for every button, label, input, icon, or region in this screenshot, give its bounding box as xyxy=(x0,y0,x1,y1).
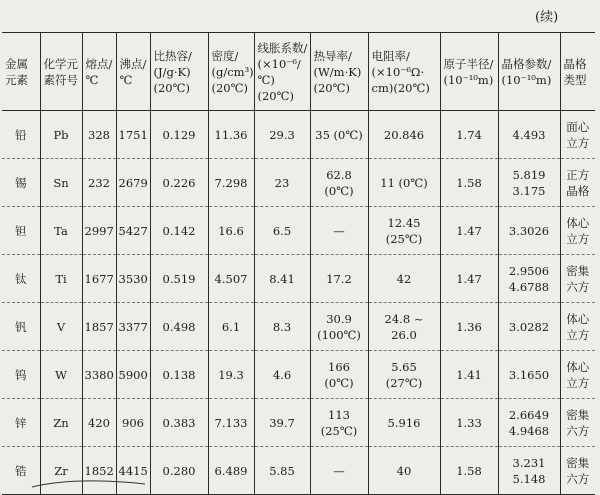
table-cell xyxy=(40,207,82,255)
table-row xyxy=(2,111,595,159)
cell-line: 5.65 xyxy=(391,359,417,374)
table-cell xyxy=(2,351,40,399)
table-cell xyxy=(208,303,254,351)
table-cell xyxy=(498,447,560,495)
cell-line: 六方 xyxy=(566,471,590,486)
cell-line: 3.231 xyxy=(512,455,546,470)
table-cell xyxy=(2,159,40,207)
table-cell xyxy=(208,447,254,495)
cell-line: 六方 xyxy=(566,423,590,438)
table-cell xyxy=(40,111,82,159)
cell-line: Zr xyxy=(54,463,68,478)
table-cell xyxy=(208,111,254,159)
cell-line: 113 xyxy=(328,407,350,422)
cell-line: 0.383 xyxy=(162,415,196,430)
cell-line: 4415 xyxy=(118,463,148,478)
cell-line: Ti xyxy=(55,271,67,286)
table-cell xyxy=(498,303,560,351)
cell-line: 5427 xyxy=(118,223,148,238)
cell-line: 3.1650 xyxy=(508,367,550,382)
table-cell xyxy=(310,159,368,207)
continued-label: (续) xyxy=(535,10,559,25)
table-cell xyxy=(2,303,40,351)
cell-line: 面心 xyxy=(566,119,590,134)
cell-line: 5.148 xyxy=(512,471,546,486)
cell-line: 4.493 xyxy=(512,127,546,142)
cell-line: 0.129 xyxy=(162,127,196,142)
table-cell xyxy=(208,351,254,399)
table-cell xyxy=(82,159,116,207)
table-cell xyxy=(208,159,254,207)
table-cell xyxy=(310,351,368,399)
table-cell xyxy=(116,159,150,207)
cell-line: (W/m·K) xyxy=(313,64,362,79)
cell-line: 铅 xyxy=(15,127,27,142)
cell-line: 5.85 xyxy=(269,463,295,478)
cell-line: 沸点/ xyxy=(119,56,147,71)
table-cell xyxy=(150,111,208,159)
cell-line: 1.33 xyxy=(456,415,482,430)
table-row xyxy=(2,399,595,447)
cell-line: 锌 xyxy=(15,415,27,430)
table-cell xyxy=(560,303,595,351)
cell-line: 密集 xyxy=(566,407,590,422)
table-cell xyxy=(498,255,560,303)
cell-line: 8.41 xyxy=(269,271,295,286)
table-row xyxy=(2,255,595,303)
cell-line: Sn xyxy=(53,175,69,190)
cell-line: 3530 xyxy=(118,271,148,286)
table-cell xyxy=(440,255,498,303)
cell-line: 线胀系数/ xyxy=(257,40,308,55)
cell-line: 素符号 xyxy=(43,72,78,87)
cell-line: 24.8 ~ 26.0 xyxy=(384,311,424,342)
table-cell xyxy=(368,159,440,207)
table-cell xyxy=(116,303,150,351)
cell-line: 热导率/ xyxy=(313,48,352,63)
table-cell xyxy=(150,159,208,207)
cell-line: 1751 xyxy=(118,127,148,142)
table-cell xyxy=(310,111,368,159)
cell-line: 熔点/ xyxy=(85,56,113,71)
cell-line: 1.41 xyxy=(456,367,482,382)
cell-line: 0.519 xyxy=(162,271,196,286)
cell-line: 2.9506 xyxy=(508,263,550,278)
table-cell xyxy=(560,447,595,495)
table-cell xyxy=(254,447,310,495)
table-row xyxy=(2,351,595,399)
cell-line: (25℃) xyxy=(385,231,423,246)
cell-line: 密度/ xyxy=(211,48,239,63)
table-cell xyxy=(368,207,440,255)
table-cell xyxy=(498,111,560,159)
cell-line: ℃ xyxy=(119,72,133,87)
table-cell xyxy=(440,399,498,447)
cell-line: 晶格 xyxy=(563,56,587,71)
cell-line: ℃ xyxy=(85,72,99,87)
table-cell xyxy=(82,207,116,255)
cell-line: 元素 xyxy=(5,72,28,87)
cell-line: 电阻率/ xyxy=(371,48,410,63)
cell-line: 7.133 xyxy=(214,415,248,430)
cell-line: 5.916 xyxy=(387,415,421,430)
table-cell xyxy=(82,303,116,351)
cell-line: 6.1 xyxy=(221,319,241,334)
metal-properties-table xyxy=(2,32,595,495)
cell-line: 6.489 xyxy=(214,463,248,478)
table-cell xyxy=(2,399,40,447)
table-cell xyxy=(440,207,498,255)
table-cell xyxy=(150,351,208,399)
table-cell xyxy=(440,159,498,207)
cell-line: 钨 xyxy=(15,367,27,382)
table-cell xyxy=(254,399,310,447)
table-cell xyxy=(208,207,254,255)
table-cell xyxy=(498,207,560,255)
table-cell xyxy=(150,399,208,447)
cell-line: 化学元 xyxy=(43,56,78,71)
column-header xyxy=(560,33,595,111)
cell-line: 62.8 xyxy=(326,167,352,182)
cell-line: 29.3 xyxy=(269,127,295,142)
table-cell xyxy=(440,303,498,351)
column-header xyxy=(82,33,116,111)
cell-line: 比热容/ xyxy=(153,48,192,63)
table-cell xyxy=(368,303,440,351)
cell-line: 密集 xyxy=(566,455,590,470)
column-header xyxy=(368,33,440,111)
cell-line: 4.6 xyxy=(272,367,292,382)
cell-line: 4.9468 xyxy=(508,423,550,438)
cell-line: 立方 xyxy=(566,327,590,342)
cell-line: 20.846 xyxy=(383,127,425,142)
table-cell xyxy=(368,399,440,447)
cell-line: 0.226 xyxy=(162,175,196,190)
cell-line: 体心 xyxy=(566,311,590,326)
cell-line: (×10⁻⁶Ω· xyxy=(371,64,425,79)
cell-line: 类型 xyxy=(563,72,587,87)
cell-line: 30.9 xyxy=(326,311,352,326)
table-cell xyxy=(560,159,595,207)
table-row xyxy=(2,207,595,255)
table-cell xyxy=(254,207,310,255)
cell-line: 3.0282 xyxy=(508,319,550,334)
cell-line: 42 xyxy=(396,271,412,286)
cell-line: 立方 xyxy=(566,135,590,150)
cell-line: 原子半径/ xyxy=(443,56,494,71)
cell-line: 正方 xyxy=(566,167,590,182)
column-header xyxy=(498,33,560,111)
cell-line: 166 (0℃) xyxy=(324,359,354,390)
table-cell xyxy=(82,399,116,447)
cell-line: 0.280 xyxy=(162,463,196,478)
table-cell xyxy=(116,255,150,303)
cell-line: 六方 xyxy=(566,279,590,294)
cell-line: 5.819 xyxy=(512,167,546,182)
cell-line: (10⁻¹⁰m) xyxy=(501,72,552,87)
table-cell xyxy=(440,447,498,495)
cell-line: (20℃) xyxy=(313,80,350,95)
cell-line: 4.507 xyxy=(214,271,248,286)
cell-line: 19.3 xyxy=(218,367,244,382)
cell-line: 39.7 xyxy=(269,415,295,430)
cell-line: (25℃) xyxy=(320,423,358,438)
cell-line: Zn xyxy=(53,415,69,430)
table-cell xyxy=(40,351,82,399)
cell-line: 8.3 xyxy=(272,319,292,334)
table-row xyxy=(2,159,595,207)
cell-line: 0.138 xyxy=(162,367,196,382)
table-cell xyxy=(150,255,208,303)
cell-line: 3.175 xyxy=(512,183,546,198)
cell-line: (100℃) xyxy=(317,327,361,342)
table-cell xyxy=(2,207,40,255)
cell-line: 2679 xyxy=(118,175,148,190)
column-header xyxy=(2,33,40,111)
table-cell xyxy=(498,351,560,399)
table-cell xyxy=(116,399,150,447)
cell-line: — xyxy=(333,463,345,478)
cell-line: 密集 xyxy=(566,263,590,278)
table-cell xyxy=(40,255,82,303)
cell-line: cm)(20℃) xyxy=(371,80,430,95)
cell-line: 1.36 xyxy=(456,319,482,334)
column-header xyxy=(440,33,498,111)
cell-line: (20℃) xyxy=(211,80,248,95)
cell-line: 锆 xyxy=(15,463,27,478)
cell-line: 906 xyxy=(122,415,144,430)
table-cell xyxy=(2,255,40,303)
cell-line: 40 xyxy=(396,463,412,478)
column-header xyxy=(208,33,254,111)
cell-line: (20℃) xyxy=(153,80,190,95)
table-cell xyxy=(40,159,82,207)
cell-line: 晶格 xyxy=(566,183,590,198)
table-cell xyxy=(498,399,560,447)
cell-line: 1857 xyxy=(84,319,114,334)
table-cell xyxy=(150,447,208,495)
cell-line: 锡 xyxy=(15,175,27,190)
table-cell xyxy=(40,303,82,351)
table-cell xyxy=(368,255,440,303)
table-cell xyxy=(310,447,368,495)
cell-line: 11 (0℃) xyxy=(380,175,428,190)
cell-line: — xyxy=(333,223,345,238)
table-cell xyxy=(368,447,440,495)
table-cell xyxy=(82,255,116,303)
table-cell xyxy=(560,255,595,303)
cell-line: 17.2 xyxy=(326,271,352,286)
cell-line: Pb xyxy=(53,127,69,142)
table-cell xyxy=(498,159,560,207)
column-header xyxy=(254,33,310,111)
column-header xyxy=(40,33,82,111)
table-cell xyxy=(368,111,440,159)
table-cell xyxy=(310,255,368,303)
header-row xyxy=(2,33,595,111)
cell-line: 35 (0℃) xyxy=(315,127,363,142)
cell-line: 4.6788 xyxy=(508,279,550,294)
cell-line: 体心 xyxy=(566,359,590,374)
cell-line: 2.6649 xyxy=(508,407,550,422)
table-cell xyxy=(82,111,116,159)
pen-mark xyxy=(30,478,150,491)
table-cell xyxy=(254,351,310,399)
cell-line: 328 xyxy=(88,127,110,142)
table-cell xyxy=(560,111,595,159)
table-cell xyxy=(440,351,498,399)
table-cell xyxy=(116,207,150,255)
cell-line: 金属 xyxy=(5,56,28,71)
cell-line: 1.47 xyxy=(456,271,482,286)
table-cell xyxy=(150,303,208,351)
cell-line: 6.5 xyxy=(272,223,292,238)
table-cell xyxy=(560,351,595,399)
cell-line: 7.298 xyxy=(214,175,248,190)
table-cell xyxy=(440,111,498,159)
cell-line: 0.142 xyxy=(162,223,196,238)
cell-line: (27℃) xyxy=(385,375,423,390)
cell-line: 立方 xyxy=(566,375,590,390)
cell-line: 钛 xyxy=(15,271,27,286)
table-cell xyxy=(82,351,116,399)
cell-line: 1.58 xyxy=(456,463,482,478)
cell-line: 0.498 xyxy=(162,319,196,334)
cell-line: 体心 xyxy=(566,215,590,230)
cell-line: 5900 xyxy=(118,367,148,382)
cell-line: 1.74 xyxy=(456,127,482,142)
column-header xyxy=(150,33,208,111)
cell-line: (J/g·K) xyxy=(153,64,191,79)
table-cell xyxy=(150,207,208,255)
cell-line: ℃)(20℃) xyxy=(257,72,294,103)
table-cell xyxy=(208,255,254,303)
table-cell xyxy=(254,303,310,351)
cell-line: 钽 xyxy=(15,223,27,238)
table-cell xyxy=(254,111,310,159)
cell-line: 3380 xyxy=(84,367,114,382)
table-row xyxy=(2,303,595,351)
table-cell xyxy=(368,351,440,399)
table-cell xyxy=(560,399,595,447)
cell-line: Ta xyxy=(54,223,68,238)
cell-line: 232 xyxy=(88,175,110,190)
table-cell xyxy=(116,351,150,399)
table-cell xyxy=(208,399,254,447)
cell-line: 钒 xyxy=(15,319,27,334)
table-cell xyxy=(310,399,368,447)
cell-line: 11.36 xyxy=(214,127,248,142)
cell-line: 1852 xyxy=(84,463,114,478)
cell-line: (10⁻¹⁰m) xyxy=(443,72,494,87)
cell-line: W xyxy=(55,367,67,382)
cell-line: 3377 xyxy=(118,319,148,334)
cell-line: V xyxy=(56,319,66,334)
column-header xyxy=(116,33,150,111)
table-cell xyxy=(2,111,40,159)
cell-line: (0℃) xyxy=(324,183,354,198)
cell-line: 12.45 xyxy=(387,215,421,230)
cell-line: 1677 xyxy=(84,271,114,286)
table-cell xyxy=(116,111,150,159)
table-cell xyxy=(310,207,368,255)
table-cell xyxy=(560,207,595,255)
cell-line: 420 xyxy=(88,415,110,430)
table-cell xyxy=(254,159,310,207)
cell-line: 3.3026 xyxy=(508,223,550,238)
cell-line: 2997 xyxy=(84,223,114,238)
cell-line: 晶格参数/ xyxy=(501,56,552,71)
cell-line: 1.58 xyxy=(456,175,482,190)
cell-line: (×10⁻⁶/ xyxy=(257,56,301,71)
column-header xyxy=(310,33,368,111)
cell-line: 1.47 xyxy=(456,223,482,238)
table-cell xyxy=(254,255,310,303)
cell-line: 立方 xyxy=(566,231,590,246)
table-cell xyxy=(40,399,82,447)
cell-line: (g/cm³) xyxy=(211,64,254,79)
cell-line: 23 xyxy=(274,175,290,190)
cell-line: 16.6 xyxy=(218,223,244,238)
table-cell xyxy=(310,303,368,351)
